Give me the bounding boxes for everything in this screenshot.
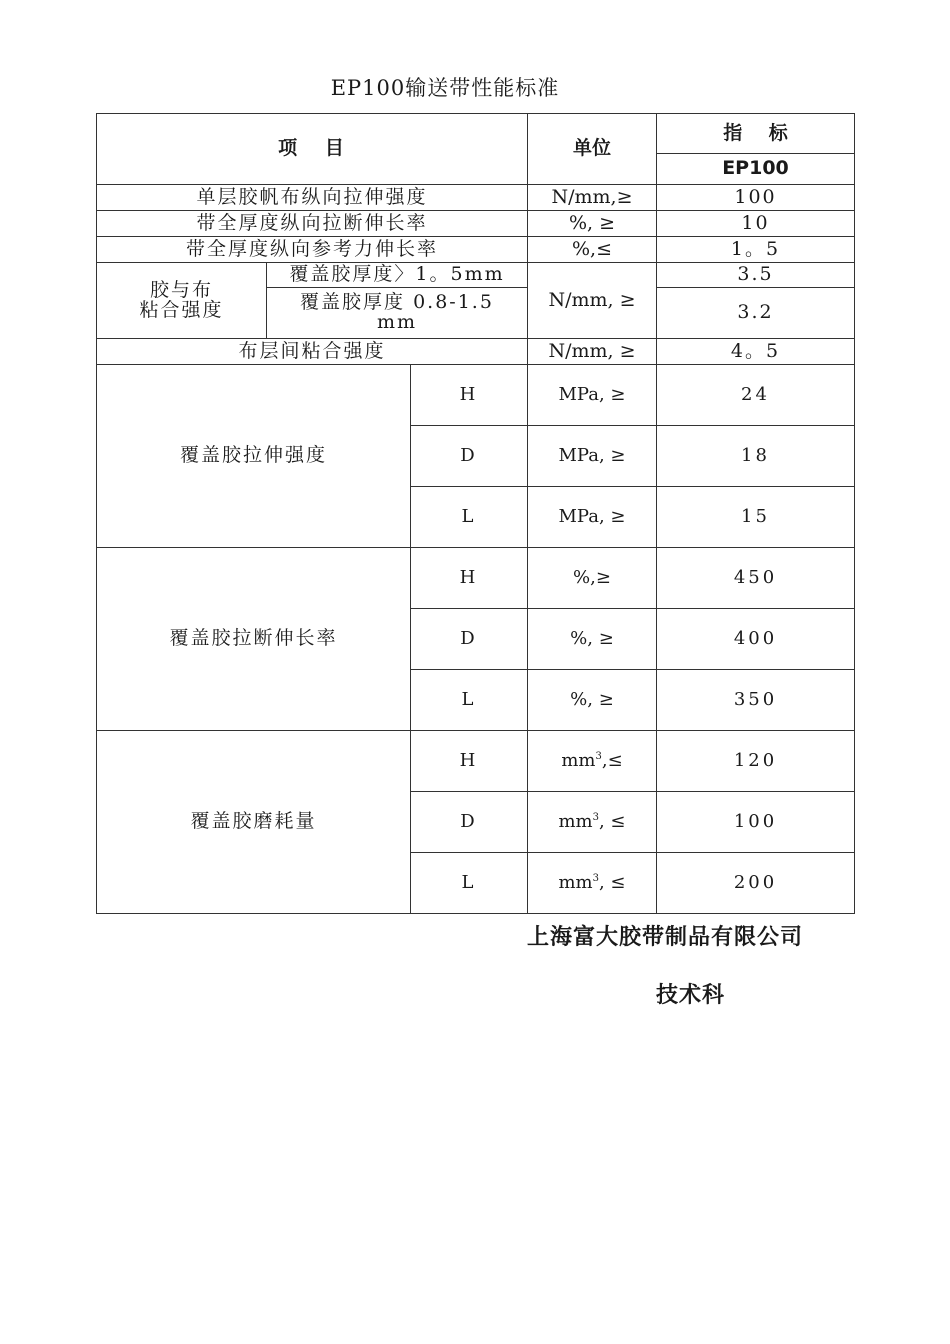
header-item: 项 目 [97,114,528,185]
grade-unit: %,≥ [528,548,657,609]
row-item: 单层胶帆布纵向拉伸强度 [97,185,528,211]
grade-code: H [411,548,528,609]
adhesion-unit: N/mm, ≥ [528,263,657,339]
grade-code: H [411,365,528,426]
grade-unit: MPa, ≥ [528,426,657,487]
grade-code: D [411,792,528,853]
unit-base: mm [558,871,593,893]
header-index: 指 标 [657,114,855,154]
grade-value: 400 [657,609,855,670]
row-item: 带全厚度纵向参考力伸长率 [97,237,528,263]
grade-code: D [411,609,528,670]
adhesion-value: 3.5 [657,263,855,288]
grade-value: 200 [657,853,855,914]
row-unit: N/mm,≥ [528,185,657,211]
adhesion-group: 胶与布 粘合强度 [97,263,267,339]
grade-unit: %, ≥ [528,670,657,731]
unit-tail: ,≤ [601,749,623,771]
unit-sup: 3 [595,750,602,762]
header-unit: 单位 [528,114,657,185]
row-unit: %, ≥ [528,211,657,237]
adhesion-value: 3.2 [657,288,855,339]
grade-value: 24 [657,365,855,426]
grade-unit: MPa, ≥ [528,365,657,426]
grade-unit [528,792,657,853]
grade-unit [528,853,657,914]
ply-adhesion-unit: N/mm, ≥ [528,339,657,365]
grade-unit: %, ≥ [528,609,657,670]
company-name: 上海富大胶带制品有限公司 [527,925,804,950]
row-item: 带全厚度纵向拉断伸长率 [97,211,528,237]
unit-base: mm [558,810,593,832]
group-name-elongation: 覆盖胶拉断伸长率 [97,548,411,731]
grade-code: L [411,487,528,548]
row-value: 10 [657,211,855,237]
grade-unit: MPa, ≥ [528,487,657,548]
document-title: EP100输送带性能标准 [330,76,560,100]
grade-value: 120 [657,731,855,792]
grade-code: D [411,426,528,487]
row-value: 100 [657,185,855,211]
grade-value: 100 [657,792,855,853]
ply-adhesion-item: 布层间粘合强度 [97,339,528,365]
grade-value: 450 [657,548,855,609]
header-grade: EP100 [657,154,855,185]
ply-adhesion-value: 4。5 [657,339,855,365]
grade-value: 18 [657,426,855,487]
group-name-abrasion: 覆盖胶磨耗量 [97,731,411,914]
performance-table [96,113,855,914]
unit-sup: 3 [592,811,599,823]
unit-tail: , ≤ [598,871,626,893]
unit-tail: , ≤ [598,810,626,832]
department-name: 技术科 [656,983,726,1008]
grade-unit [528,731,657,792]
grade-code: L [411,853,528,914]
grade-value: 15 [657,487,855,548]
grade-value: 350 [657,670,855,731]
unit-base: mm [561,749,596,771]
adhesion-item: 覆盖胶厚度〉1。5mm [267,263,528,288]
grade-code: L [411,670,528,731]
adhesion-item: 覆盖胶厚度 0.8-1.5 mm [267,288,528,339]
row-value: 1。5 [657,237,855,263]
row-unit: %,≤ [528,237,657,263]
grade-code: H [411,731,528,792]
unit-sup: 3 [592,872,599,884]
group-name-tensile: 覆盖胶拉伸强度 [97,365,411,548]
